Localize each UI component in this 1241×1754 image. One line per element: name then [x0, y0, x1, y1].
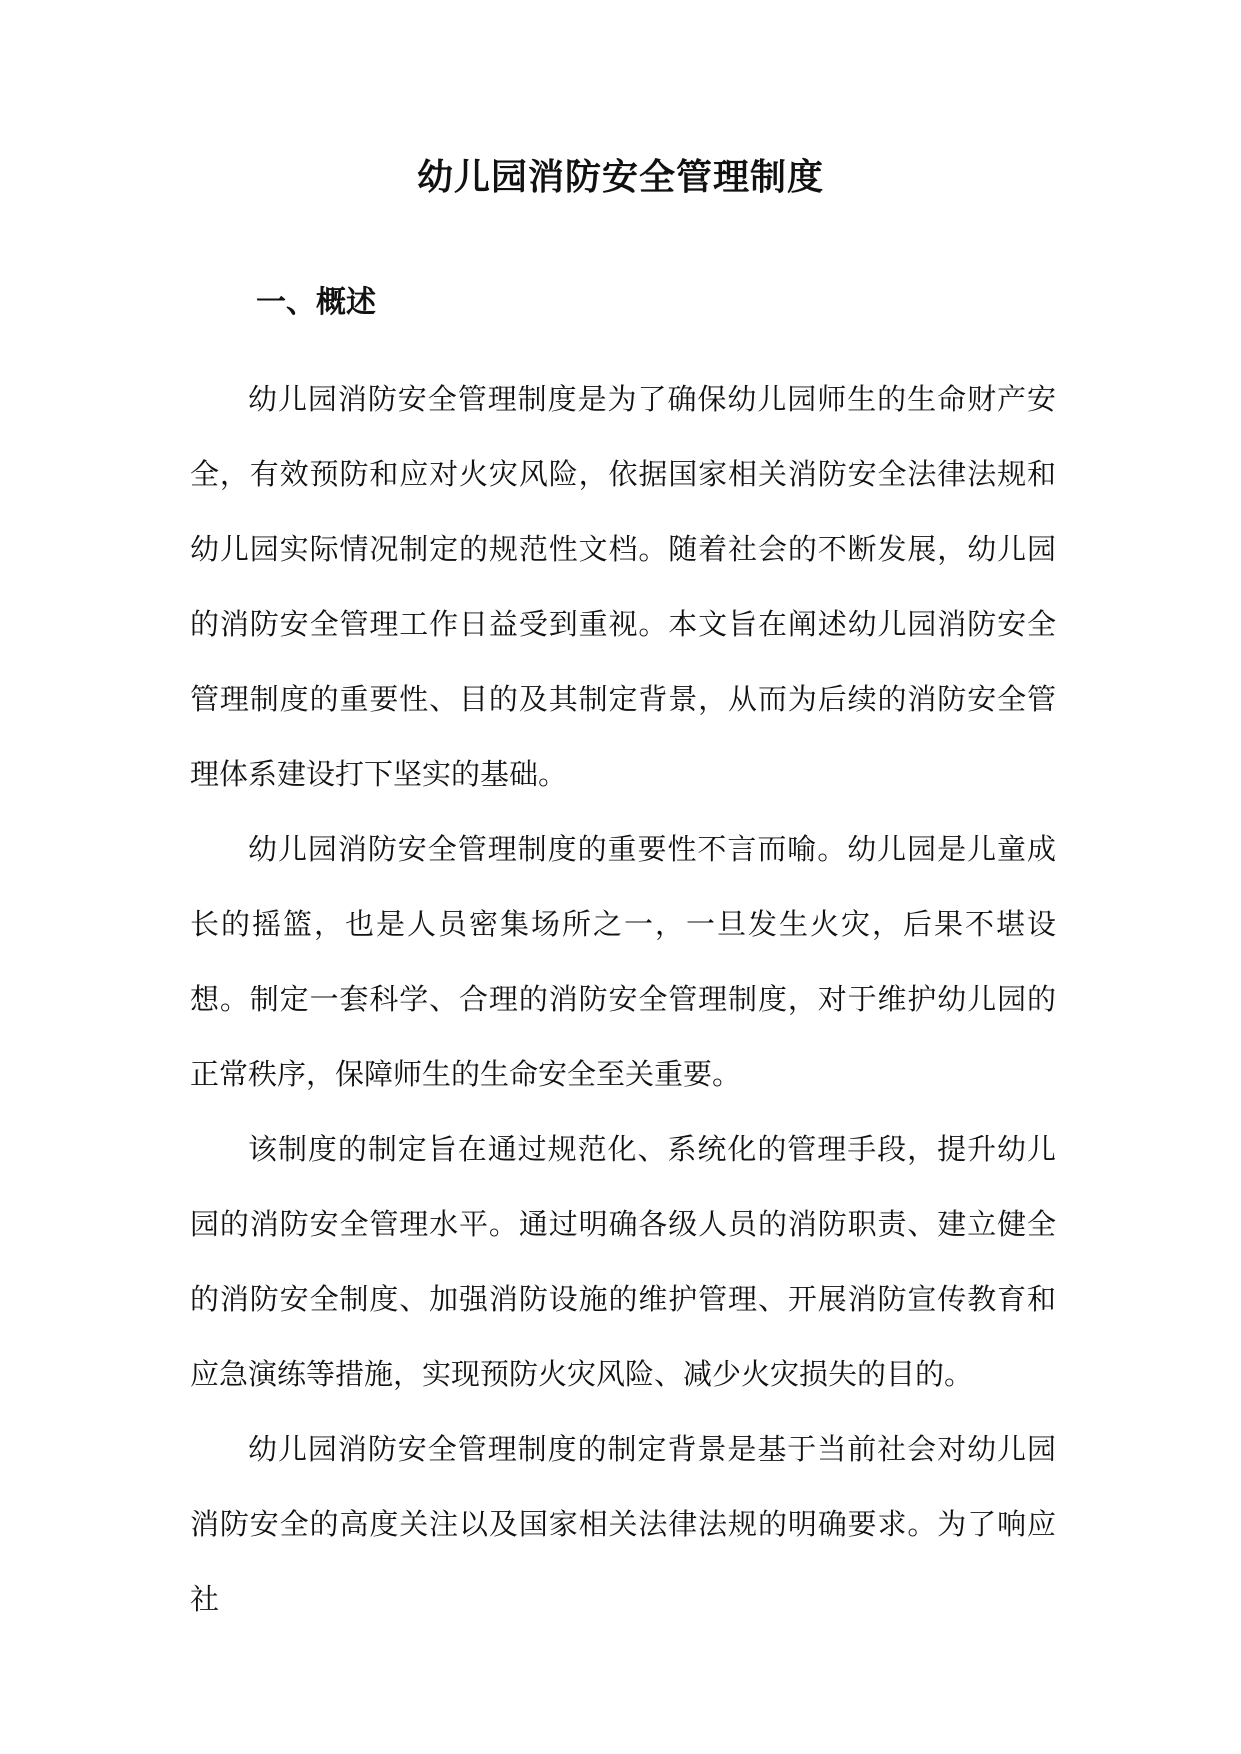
paragraph-1: 幼儿园消防安全管理制度是为了确保幼儿园师生的生命财产安全，有效预防和应对火灾风险，依据国家相关消防安全法律法规和幼儿园实际情况制定的规范性文档。随着社会的不断发展，幼儿园的消防安全管理工作日益受到重视。本文旨在阐述幼儿园消防安全管理制度的重要性、目的及其制定背景，从而为后续的消防安全管理体系建设打下坚实的基础。 — [190, 382, 1056, 791]
document-title: 幼儿园消防安全管理制度 — [416, 157, 824, 198]
section-heading: 一、概述 — [256, 285, 376, 320]
paragraph-3: 该制度的制定旨在通过规范化、系统化的管理手段，提升幼儿园的消防安全管理水平。通过明确各级人员的消防职责、建立健全的消防安全制度、加强消防设施的维护管理、开展消防宣传教育和应急演练等措施，实现预防火灾风险、减少火灾损失的目的。 — [190, 1132, 1056, 1391]
body-text — [190, 362, 1056, 1637]
paragraph-4: 幼儿园消防安全管理制度的制定背景是基于当前社会对幼儿园消防安全的高度关注以及国家相关法律法规的明确要求。为了响应社 — [190, 1432, 1056, 1616]
paragraph-2: 幼儿园消防安全管理制度的重要性不言而喻。幼儿园是儿童成长的摇篮，也是人员密集场所之一，一旦发生火灾，后果不堪设想。制定一套科学、合理的消防安全管理制度，对于维护幼儿园的正常秩序，保障师生的生命安全至关重要。 — [190, 832, 1056, 1091]
